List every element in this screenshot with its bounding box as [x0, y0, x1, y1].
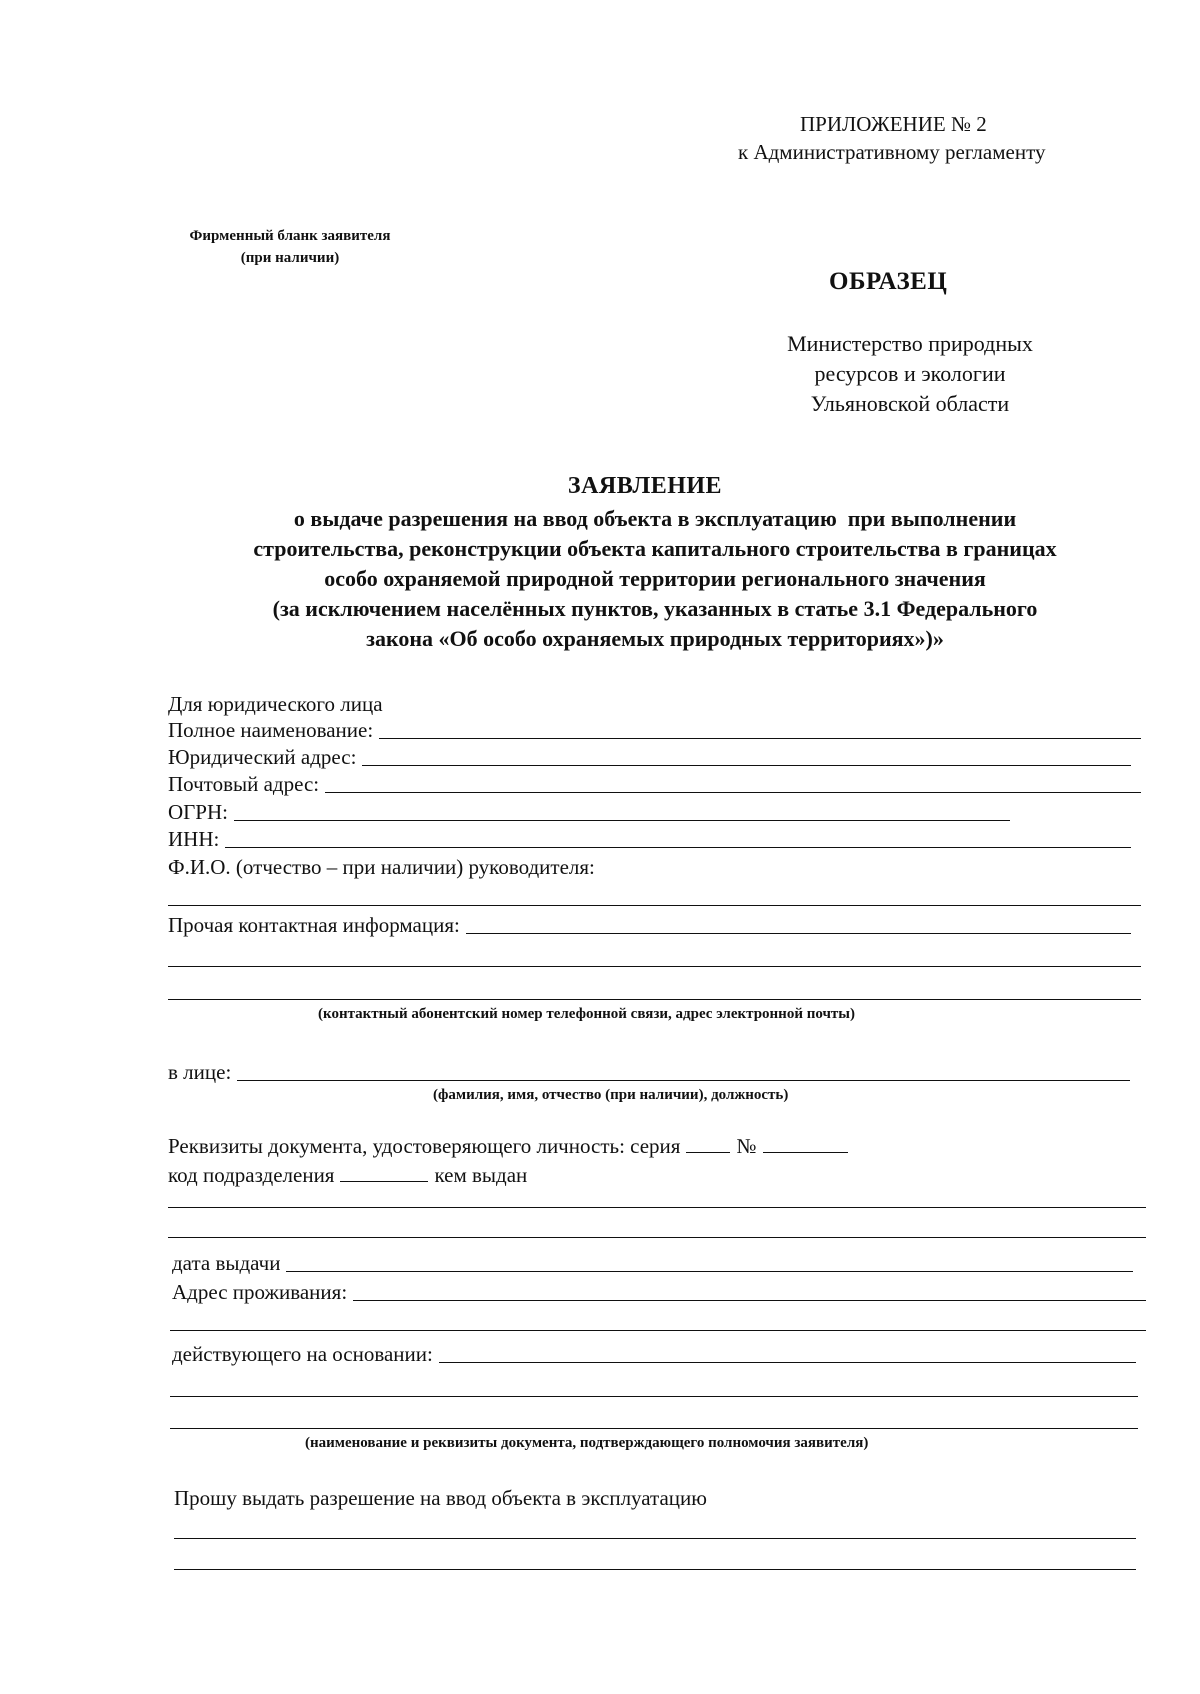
- id-doc-row: [168, 1134, 854, 1159]
- legal-address-row: [168, 745, 1131, 770]
- legal-address-label: Юридический адрес:: [168, 745, 357, 769]
- issued-by-field[interactable]: [168, 1207, 1146, 1208]
- postal-address-field[interactable]: [325, 792, 1141, 793]
- letterhead-line1: Фирменный бланк заявителя: [189, 228, 391, 244]
- request-field-line2[interactable]: [174, 1569, 1136, 1570]
- acting-basis-field-line3[interactable]: [170, 1428, 1138, 1429]
- contact-field-line2[interactable]: [168, 966, 1141, 967]
- id-doc-label: Реквизиты документа, удостоверяющего личность: серия: [168, 1134, 681, 1158]
- in-person-caption: (фамилия, имя, отчество (при наличии), должность): [433, 1087, 789, 1103]
- request-text: Прошу выдать разрешение на ввод объекта в эксплуатацию: [174, 1486, 707, 1510]
- issue-date-row: [172, 1251, 1133, 1276]
- issue-date-field[interactable]: [286, 1271, 1133, 1272]
- subtitle-line2: строительства, реконструкции объекта капитального строительства в границах: [253, 536, 1057, 561]
- recipient-block: [740, 329, 1080, 419]
- inn-row: [168, 827, 1131, 852]
- annex-regulation: к Административному регламенту: [738, 140, 1046, 164]
- contact-row: [168, 913, 1131, 938]
- division-row: [168, 1163, 527, 1188]
- number-sign: №: [736, 1134, 757, 1158]
- subtitle-line3: особо охраняемой природной территории регионального значения: [324, 566, 986, 591]
- document-title: ЗАЯВЛЕНИЕ: [567, 473, 723, 499]
- inn-field[interactable]: [225, 847, 1131, 848]
- request-field-line1[interactable]: [174, 1538, 1136, 1539]
- issue-date-label: дата выдачи: [172, 1251, 281, 1275]
- residence-label: Адрес проживания:: [172, 1280, 348, 1304]
- annex-number: ПРИЛОЖЕНИЕ № 2: [800, 112, 987, 136]
- acting-basis-row: [172, 1342, 1136, 1367]
- postal-address-row: [168, 772, 1141, 797]
- residence-field-line2[interactable]: [170, 1330, 1146, 1331]
- contact-field-line3[interactable]: [168, 999, 1141, 1000]
- postal-address-label: Почтовый адрес:: [168, 772, 320, 796]
- contact-caption: (контактный абонентский номер телефонной связи, адрес электронной почты): [318, 1006, 855, 1022]
- letterhead-line2: (при наличии): [240, 250, 340, 266]
- acting-basis-label: действующего на основании:: [172, 1342, 433, 1366]
- contact-label: Прочая контактная информация:: [168, 913, 460, 937]
- id-number-field[interactable]: [763, 1152, 848, 1153]
- legal-entity-heading: Для юридического лица: [168, 692, 383, 716]
- acting-basis-field[interactable]: [439, 1362, 1136, 1363]
- subtitle-line4: (за исключением населённых пунктов, указанных в статье 3.1 Федерального: [272, 596, 1038, 621]
- subtitle-line5: закона «Об особо охраняемых природных территориях»)»: [366, 626, 944, 651]
- division-code-label: код подразделения: [168, 1163, 335, 1187]
- inn-label: ИНН:: [168, 827, 220, 851]
- issued-by-field-line2[interactable]: [168, 1237, 1146, 1238]
- head-name-label: Ф.И.О. (отчество – при наличии) руководителя:: [168, 855, 595, 879]
- contact-field[interactable]: [466, 933, 1131, 934]
- sample-mark: ОБРАЗЕЦ: [829, 268, 948, 295]
- id-series-field[interactable]: [686, 1152, 730, 1153]
- acting-basis-field-line2[interactable]: [170, 1396, 1138, 1397]
- full-name-field[interactable]: [379, 738, 1141, 739]
- recipient-line2: ресурсов и экологии: [814, 361, 1006, 386]
- full-name-label: Полное наименование:: [168, 718, 374, 742]
- in-person-row: [168, 1060, 1130, 1085]
- recipient-line1: Министерство природных: [787, 331, 1033, 356]
- document-subtitle: [165, 504, 1145, 654]
- residence-field[interactable]: [353, 1300, 1146, 1301]
- in-person-label: в лице:: [168, 1060, 232, 1084]
- residence-row: [172, 1280, 1146, 1305]
- in-person-field[interactable]: [237, 1080, 1130, 1081]
- full-name-row: [168, 718, 1141, 743]
- letterhead-note: [165, 225, 415, 269]
- recipient-line3: Ульяновской области: [810, 391, 1010, 416]
- legal-address-field[interactable]: [362, 765, 1131, 766]
- ogrn-row: [168, 800, 1010, 825]
- basis-caption: (наименование и реквизиты документа, подтверждающего полномочия заявителя): [305, 1435, 869, 1451]
- division-code-field[interactable]: [340, 1181, 428, 1182]
- ogrn-field[interactable]: [234, 820, 1010, 821]
- ogrn-label: ОГРН:: [168, 800, 228, 824]
- head-name-field[interactable]: [168, 905, 1141, 906]
- issued-by-label: кем выдан: [434, 1163, 528, 1187]
- subtitle-line1: о выдаче разрешения на ввод объекта в эксплуатацию при выполнении: [293, 506, 1017, 531]
